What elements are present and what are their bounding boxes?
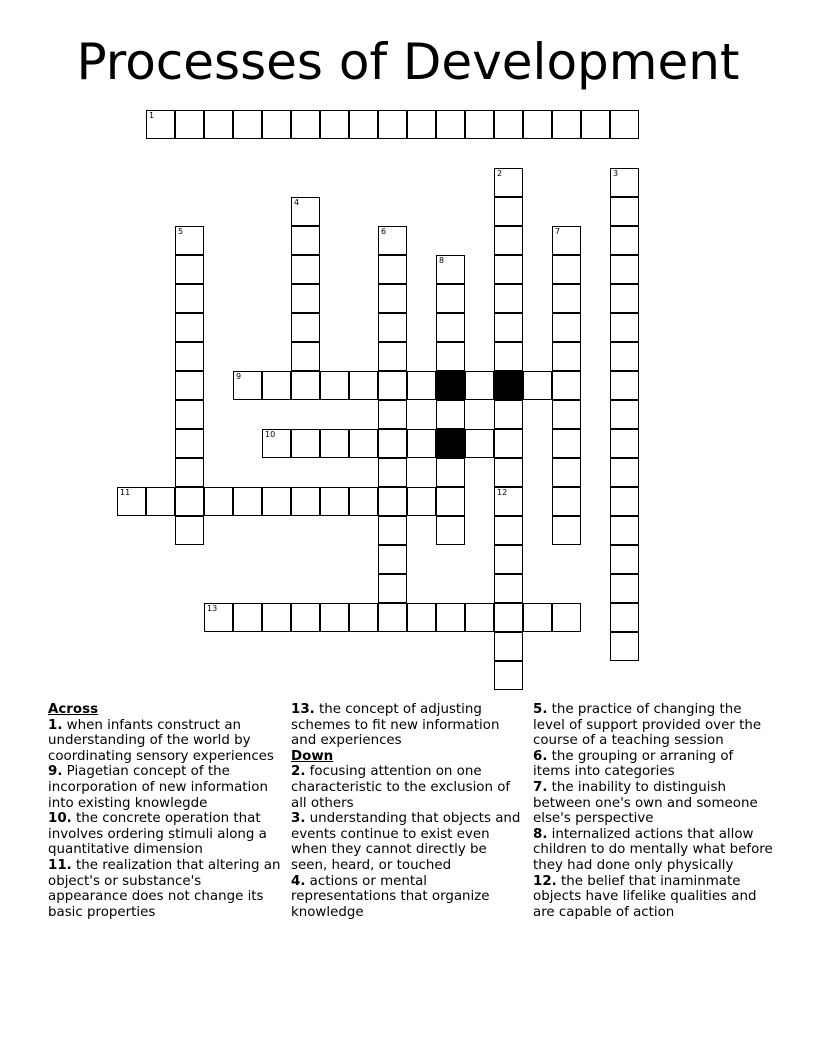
grid-cell[interactable] [291, 197, 320, 226]
across-heading: Across [48, 702, 99, 717]
across-clue [48, 764, 284, 811]
grid-cell[interactable] [175, 429, 204, 458]
grid-cell[interactable] [436, 603, 465, 632]
grid-cell[interactable] [610, 168, 639, 197]
grid-cell[interactable] [610, 632, 639, 661]
clue-number-label: 6. [533, 748, 548, 764]
grid-cell[interactable] [610, 400, 639, 429]
clue-number-label: 5. [533, 702, 548, 717]
grid-cell[interactable] [494, 516, 523, 545]
clue-number-label: 12. [533, 873, 557, 889]
clue-column-2 [291, 702, 523, 920]
grid-cell[interactable] [378, 429, 407, 458]
across-clue [48, 718, 284, 765]
down-clue [291, 811, 523, 873]
grid-cell[interactable] [494, 342, 523, 371]
clue-number-label: 11. [48, 857, 72, 873]
down-clue [533, 874, 773, 921]
grid-cell[interactable] [552, 458, 581, 487]
grid-cell[interactable] [494, 661, 523, 690]
clue-number: 11 [120, 488, 131, 497]
grid-cell[interactable] [610, 371, 639, 400]
clue-number-label: 3. [291, 811, 306, 827]
grid-cell[interactable] [436, 313, 465, 342]
clue-number: 6 [381, 227, 387, 236]
clue-number: 10 [265, 430, 276, 439]
grid-cell[interactable] [262, 429, 291, 458]
clue-number-label: 8. [533, 826, 548, 842]
grid-cell[interactable] [494, 632, 523, 661]
grid-cell[interactable] [610, 516, 639, 545]
grid-cell[interactable] [552, 313, 581, 342]
across-clue [48, 858, 284, 920]
grid-cell[interactable] [610, 284, 639, 313]
grid-cell[interactable] [494, 313, 523, 342]
grid-cell[interactable] [233, 371, 262, 400]
clue-number: 8 [439, 256, 445, 265]
across-clue [291, 702, 523, 749]
grid-cell[interactable] [552, 429, 581, 458]
grid-cell[interactable] [204, 487, 233, 516]
grid-cell[interactable] [552, 342, 581, 371]
grid-cell[interactable] [349, 110, 378, 139]
clue-number: 3 [613, 169, 619, 178]
grid-cell[interactable] [552, 603, 581, 632]
grid-cell[interactable] [175, 284, 204, 313]
clue-number: 13 [207, 604, 218, 613]
grid-cell[interactable] [117, 487, 146, 516]
grid-cell[interactable] [494, 545, 523, 574]
grid-cell[interactable] [349, 603, 378, 632]
grid-cell[interactable] [233, 110, 262, 139]
down-clue [533, 827, 773, 874]
clue-text: the practice of changing the level of support provided over the course of a teaching session [533, 702, 762, 749]
grid-cell[interactable] [610, 342, 639, 371]
grid-cell[interactable] [494, 458, 523, 487]
grid-cell[interactable] [320, 487, 349, 516]
grid-cell[interactable] [378, 545, 407, 574]
grid-cell[interactable] [610, 545, 639, 574]
clue-number-label: 13. [291, 702, 315, 717]
grid-cell[interactable] [494, 429, 523, 458]
down-heading: Down [291, 748, 334, 764]
clue-text: the concrete operation that involves ordering stimuli along a quantitative dimension [48, 811, 267, 858]
grid-cell[interactable] [175, 458, 204, 487]
grid-cell[interactable] [233, 487, 262, 516]
grid-cell[interactable] [291, 226, 320, 255]
grid-cell[interactable] [523, 603, 552, 632]
clue-number-label: 7. [533, 779, 548, 795]
clue-text: focusing attention on one characteristic to the exclusion of all others [291, 764, 511, 811]
grid-cell[interactable] [175, 487, 204, 516]
grid-cell[interactable] [291, 603, 320, 632]
grid-cell[interactable] [175, 226, 204, 255]
grid-cell[interactable] [175, 110, 204, 139]
grid-cell[interactable] [262, 603, 291, 632]
grid-cell[interactable] [494, 197, 523, 226]
grid-cell[interactable] [552, 110, 581, 139]
grid-cell[interactable] [378, 313, 407, 342]
grid-cell[interactable] [610, 313, 639, 342]
grid-cell[interactable] [494, 284, 523, 313]
clue-text: the inability to distinguish between one's own and someone else's perspective [533, 779, 758, 827]
grid-cell[interactable] [436, 110, 465, 139]
down-clue-list-continued [533, 702, 773, 920]
grid-cell[interactable] [378, 516, 407, 545]
grid-cell[interactable] [436, 487, 465, 516]
grid-cell[interactable] [262, 371, 291, 400]
grid-cell[interactable] [465, 603, 494, 632]
down-clue [291, 874, 523, 921]
grid-cell[interactable] [378, 255, 407, 284]
grid-cell[interactable] [233, 603, 262, 632]
grid-cell[interactable] [465, 371, 494, 400]
grid-cell[interactable] [320, 603, 349, 632]
grid-cell[interactable] [610, 603, 639, 632]
clue-number: 9 [236, 372, 242, 381]
grid-cell[interactable] [610, 226, 639, 255]
down-clue [533, 780, 773, 827]
grid-cell[interactable] [146, 110, 175, 139]
clue-text: actions or mental representations that organize knowledge [291, 873, 490, 920]
grid-cell[interactable] [552, 400, 581, 429]
grid-cell[interactable] [378, 603, 407, 632]
grid-cell[interactable] [175, 313, 204, 342]
grid-cell[interactable] [494, 603, 523, 632]
clue-text: the concept of adjusting schemes to fit new information and experiences [291, 702, 500, 749]
grid-cell[interactable] [523, 371, 552, 400]
grid-cell[interactable] [610, 255, 639, 284]
grid-cell[interactable] [494, 168, 523, 197]
across-clue-list-continued [291, 702, 523, 749]
grid-cell[interactable] [204, 110, 233, 139]
grid-cell[interactable] [552, 226, 581, 255]
grid-cell[interactable] [378, 458, 407, 487]
grid-cell[interactable] [349, 371, 378, 400]
grid-cell[interactable] [378, 574, 407, 603]
clue-column-3 [533, 702, 773, 920]
grid-cell[interactable] [494, 110, 523, 139]
grid-cell[interactable] [291, 487, 320, 516]
clue-number-label: 9. [48, 764, 63, 780]
across-clue [48, 811, 284, 858]
grid-cell[interactable] [262, 110, 291, 139]
clue-text: understanding that objects and events continue to exist even when they cannot directly be seen, heard, or touched [291, 811, 521, 873]
grid-cell[interactable] [407, 371, 436, 400]
grid-cell[interactable] [407, 110, 436, 139]
grid-cell[interactable] [291, 255, 320, 284]
clue-number: 5 [178, 227, 184, 236]
grid-cell[interactable] [581, 110, 610, 139]
grid-cell[interactable] [262, 487, 291, 516]
clue-text: when infants construct an understanding of the world by coordinating sensory experiences [48, 717, 274, 764]
clue-number: 2 [497, 169, 503, 178]
grid-cell[interactable] [378, 487, 407, 516]
grid-cell[interactable] [378, 284, 407, 313]
grid-cell[interactable] [436, 284, 465, 313]
grid-cell[interactable] [175, 342, 204, 371]
grid-cell[interactable] [552, 487, 581, 516]
grid-cell[interactable] [407, 487, 436, 516]
clue-number: 4 [294, 198, 300, 207]
grid-cell[interactable] [175, 400, 204, 429]
grid-cell[interactable] [291, 284, 320, 313]
down-clue [533, 702, 773, 749]
grid-cell[interactable] [436, 516, 465, 545]
clue-number: 7 [555, 227, 561, 236]
grid-cell[interactable] [175, 255, 204, 284]
black-square [494, 371, 523, 400]
grid-cell[interactable] [407, 603, 436, 632]
grid-cell[interactable] [291, 429, 320, 458]
clue-text: the belief that inaminmate objects have lifelike qualities and are capable of action [533, 873, 757, 920]
grid-cell[interactable] [320, 429, 349, 458]
grid-cell[interactable] [523, 110, 552, 139]
grid-cell[interactable] [610, 197, 639, 226]
grid-cell[interactable] [552, 255, 581, 284]
grid-cell[interactable] [494, 574, 523, 603]
grid-cell[interactable] [436, 400, 465, 429]
down-clue-list [291, 764, 523, 920]
clue-column-1 [48, 702, 284, 920]
grid-cell[interactable] [349, 429, 378, 458]
grid-cell[interactable] [552, 284, 581, 313]
grid-cell[interactable] [378, 226, 407, 255]
grid-cell[interactable] [378, 400, 407, 429]
grid-cell[interactable] [175, 371, 204, 400]
grid-cell[interactable] [552, 516, 581, 545]
black-square [436, 429, 465, 458]
grid-cell[interactable] [494, 487, 523, 516]
grid-cell[interactable] [494, 226, 523, 255]
grid-cell[interactable] [291, 371, 320, 400]
grid-cell[interactable] [349, 487, 378, 516]
grid-cell[interactable] [465, 110, 494, 139]
clue-number-label: 1. [48, 717, 63, 733]
grid-cell[interactable] [610, 429, 639, 458]
grid-cell[interactable] [320, 110, 349, 139]
grid-cell[interactable] [378, 371, 407, 400]
down-clue [533, 749, 773, 780]
clue-number-label: 2. [291, 764, 306, 780]
grid-cell[interactable] [291, 313, 320, 342]
clue-number: 12 [497, 488, 508, 497]
grid-cell[interactable] [494, 255, 523, 284]
grid-cell[interactable] [552, 371, 581, 400]
grid-cell[interactable] [204, 603, 233, 632]
clue-number: 1 [149, 111, 155, 120]
clue-text: the grouping or arraning of items into categories [533, 748, 734, 780]
grid-cell[interactable] [175, 516, 204, 545]
across-clue-list [48, 718, 284, 921]
clue-text: Piagetian concept of the incorporation of new information into existing knowlegde [48, 764, 268, 811]
grid-cell[interactable] [320, 371, 349, 400]
grid-cell[interactable] [436, 342, 465, 371]
grid-cell[interactable] [378, 110, 407, 139]
clue-number-label: 10. [48, 811, 72, 827]
black-square [436, 371, 465, 400]
grid-cell[interactable] [407, 429, 436, 458]
puzzle-title: Processes of Development [76, 33, 740, 91]
grid-cell[interactable] [610, 110, 639, 139]
grid-cell[interactable] [436, 458, 465, 487]
grid-cell[interactable] [146, 487, 175, 516]
clue-number-label: 4. [291, 873, 306, 889]
grid-cell[interactable] [436, 255, 465, 284]
down-clue [291, 764, 523, 811]
grid-cell[interactable] [291, 342, 320, 371]
grid-cell[interactable] [494, 400, 523, 429]
grid-cell[interactable] [610, 487, 639, 516]
grid-cell[interactable] [465, 429, 494, 458]
clue-text: internalized actions that allow children to do mentally what before they had done only physically [533, 826, 773, 873]
grid-cell[interactable] [378, 342, 407, 371]
clue-text: the realization that altering an object's or substance's appearance does not change its basic properties [48, 857, 281, 920]
grid-cell[interactable] [610, 574, 639, 603]
grid-cell[interactable] [291, 110, 320, 139]
grid-cell[interactable] [610, 458, 639, 487]
